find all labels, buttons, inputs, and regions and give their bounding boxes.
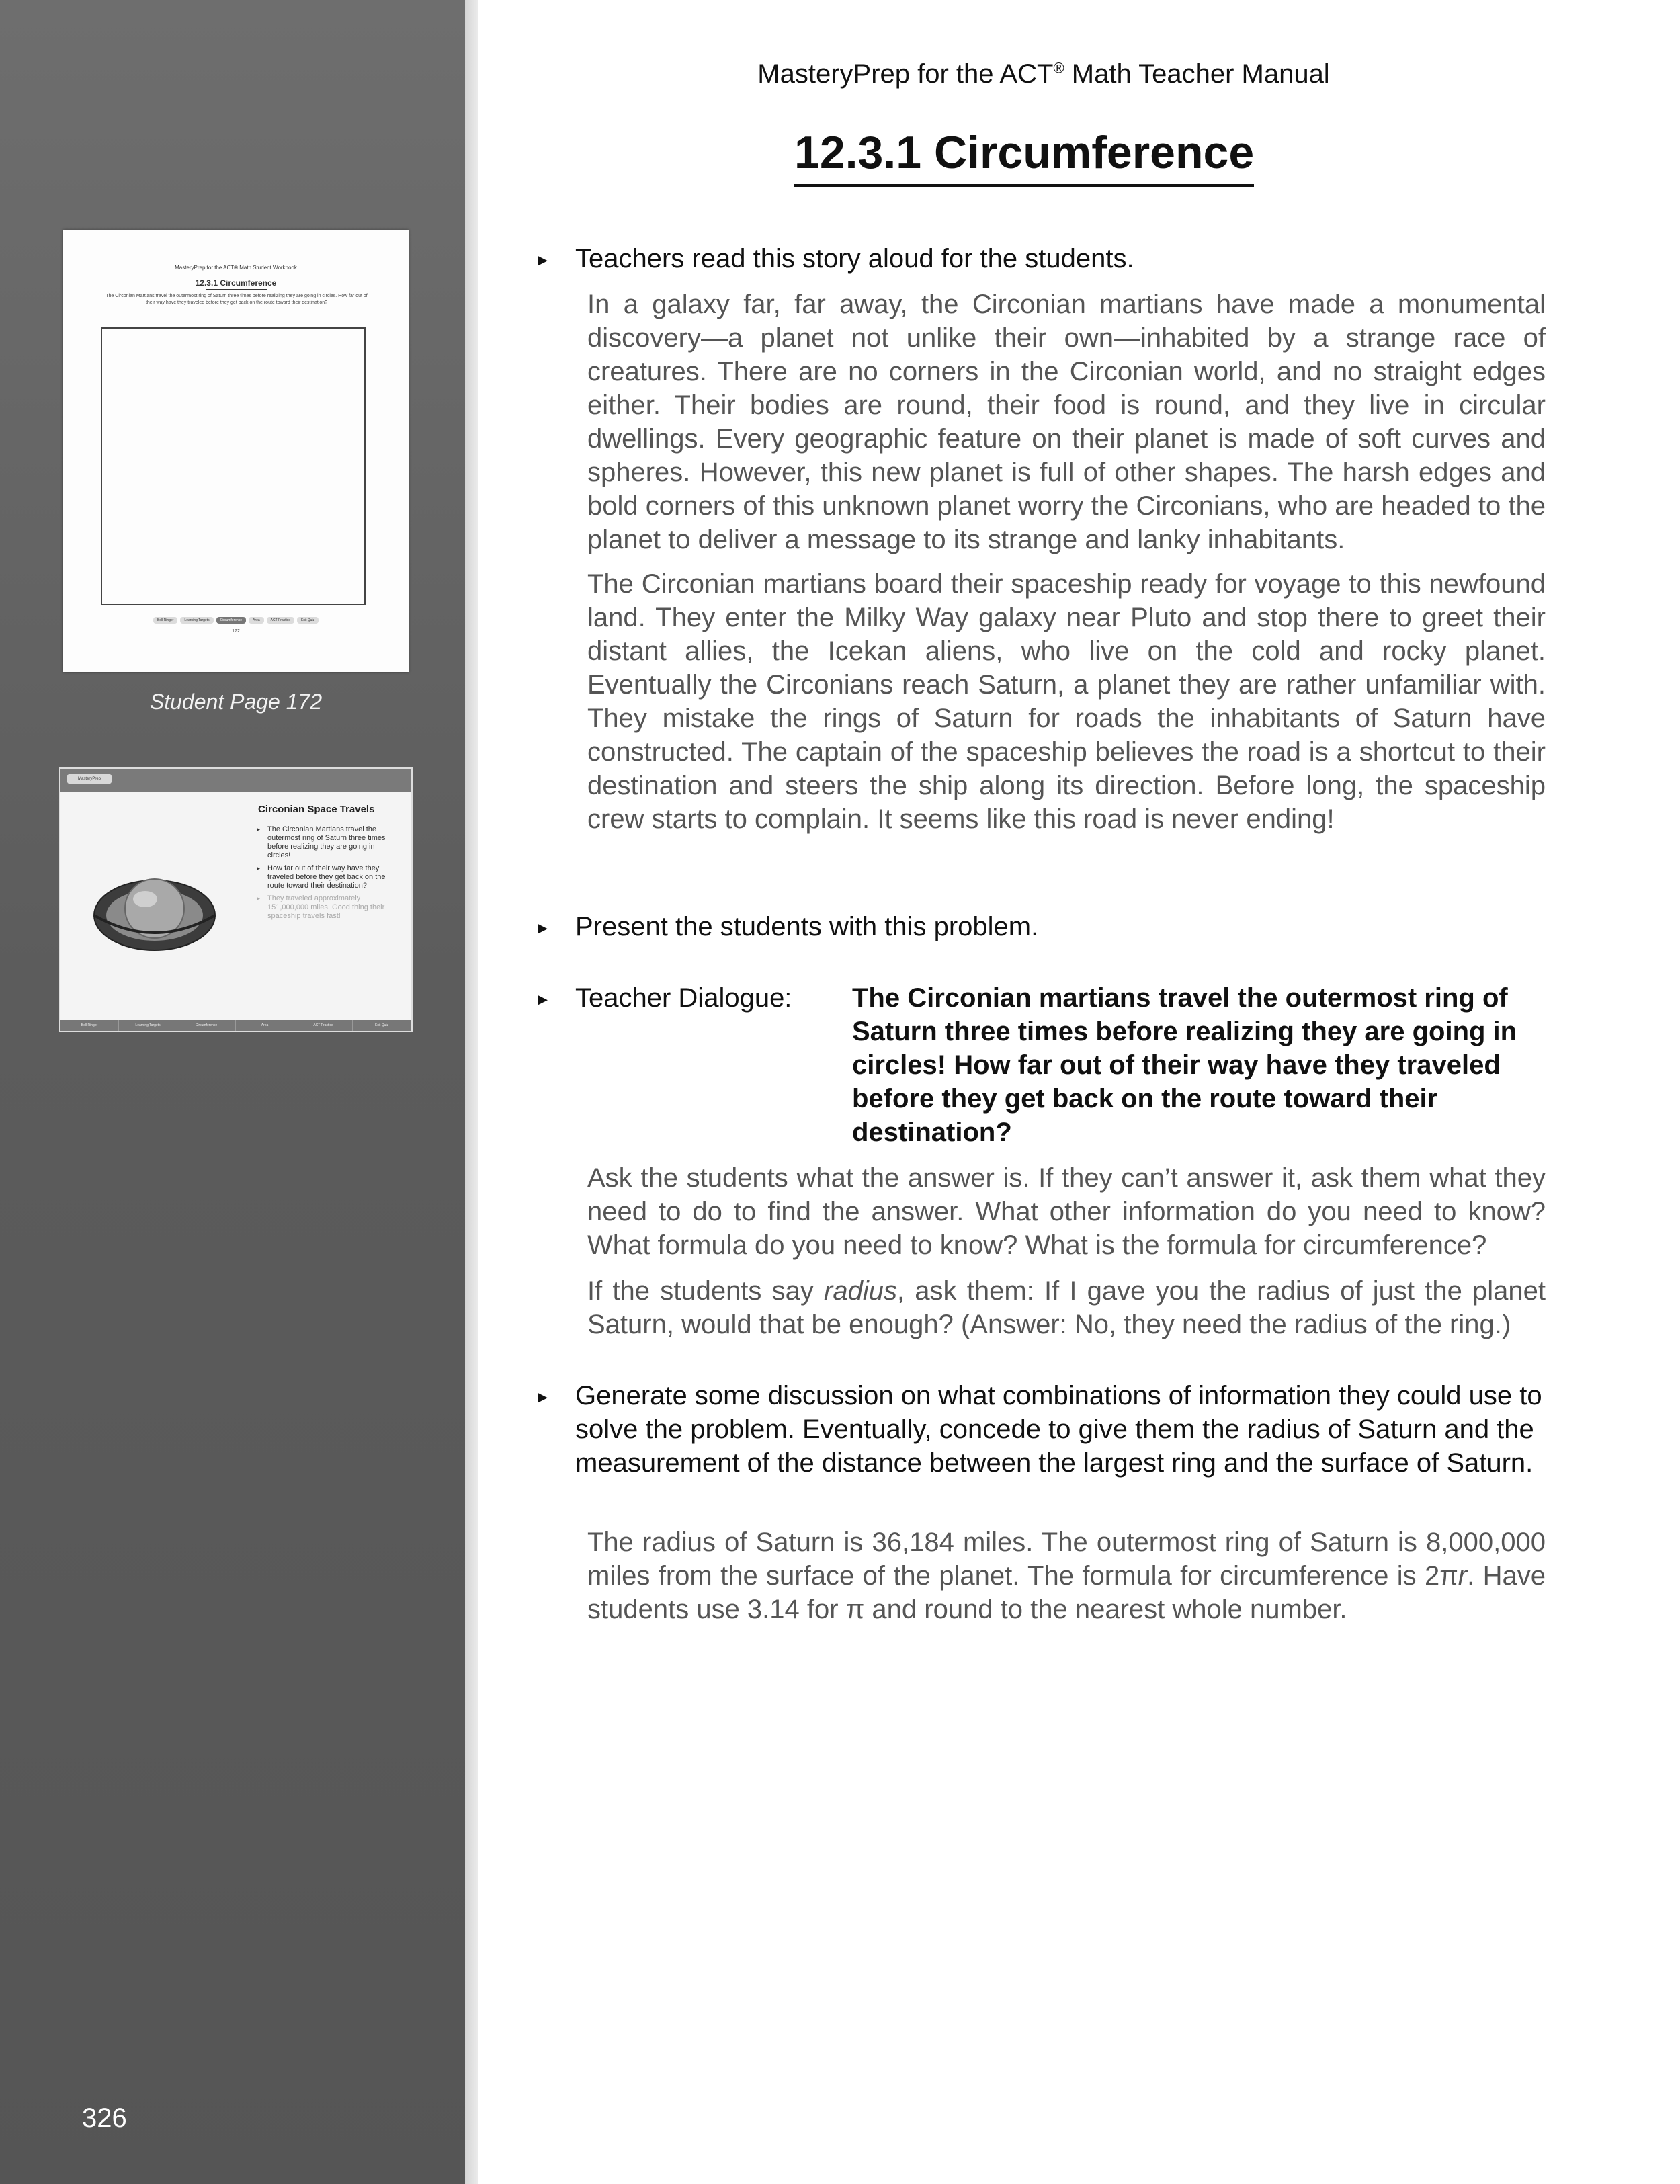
slide-footer-tabs [60,1020,411,1031]
student-page-tab-active: Circumference [216,617,247,624]
student-page-tab: Area [249,617,264,624]
slide-footer-tab: Exit Quiz [353,1020,411,1031]
bullet-arrow-icon: ▸ [538,988,548,1010]
slide-footer-tab: Circumference [177,1020,236,1031]
student-page-tab: Learning Targets [180,617,213,624]
saturn-facts-paragraph [587,1525,1546,1626]
slide-bullet: ▸ How far out of their way have they traveled before they get back on the route toward their destination? [255,864,398,890]
bullet-arrow-icon: ▸ [538,249,548,271]
slide-bullet-list [255,825,398,925]
slide-footer-tab: Area [236,1020,294,1031]
facts-text-after: . Have students use 3.14 for π and round to the nearest whole number. [587,1561,1546,1624]
facts-text-before: The radius of Saturn is 36,184 miles. The outermost ring of Saturn is 8,000,000 miles from the surface of the planet. The formula for circumference is 2π [587,1527,1546,1591]
running-head-text: MasteryPrep for the ACT [757,59,1054,89]
slide-footer-tab: Learning Targets [119,1020,177,1031]
story-paragraph-2: The Circonian martians board their spaceship ready for voyage to this newfound land. They enter the Milky Way galaxy near Pluto and stop there to greet their distant allies, the Icekan aliens, who live on the cold and rocky planet. Eventually the Circonians reach Saturn, a planet they are rather unfamiliar with. They mistake the rings of Saturn for roads the inhabitants of Saturn have constructed. The captain of the spaceship believes the road is a shortcut to their destination and steers the ship along its direction. Before long, the spaceship crew starts to complain. It seems like this road is never ending! [587,569,1546,834]
student-page-tab: ACT Practice [267,617,294,624]
student-page-title-rule [206,289,267,290]
bullet-arrow-icon: ▸ [538,1386,548,1408]
page-title: 12.3.1 Circumference [794,126,1254,187]
registered-mark: ® [1053,59,1064,77]
student-page-number: 172 [232,629,240,634]
ask-text-after: , ask them: If I gave you the radius of just the planet Saturn, would that be enough? (Answer: No, they need the radius of the ring.) [587,1276,1546,1339]
ask-text-emphasis: radius [824,1276,897,1306]
page-number: 326 [82,2103,127,2133]
slide-footer-tab: Bell Ringer [60,1020,119,1031]
running-head [478,59,1609,89]
slide-header-bar [60,769,411,792]
student-page-header: MasteryPrep for the ACT® Math Student Workbook [175,265,297,271]
teacher-dialogue-text: The Circonian martians travel the outermost ring of Saturn three times before realizing they are going in circles! How far out of their way have they traveled before they get back on the route toward their destination? [852,983,1517,1147]
bullet-text: Present the students with this problem. [575,912,1039,941]
student-page-tab: Exit Quiz [297,617,319,624]
slide-footer-tab: ACT Practice [294,1020,353,1031]
ask-paragraph-1: Ask the students what the answer is. If they can’t answer it, ask them what they need to do to find the answer. What other information do you need to know? What formula do you need to know? What is the formula for circumference? [587,1163,1546,1260]
slide-bullet: ▸ The Circonian Martians travel the outermost ring of Saturn three times before realizing they are going in circles! [255,825,398,860]
ask-text-before: If the students say [587,1276,825,1306]
student-page-tabs [63,617,409,624]
saturn-illustration [87,849,222,970]
student-page-tab: Bell Ringer [153,617,177,624]
slide-thumbnail [59,767,413,1032]
bullet-arrow-icon: ▸ [538,917,548,939]
facts-variable-r: r [1458,1561,1468,1591]
story-paragraph-1: In a galaxy far, far away, the Circonian martians have made a monumental discovery—a planet not unlike their own—inhabited by a strange race of creatures. There are no corners in the Circonian world, and no straight edges either. Their bodies are round, their food is round, and they live in circular dwellings. Every geographic feature on their planet is made of soft curves and spheres. However, this new planet is full of other shapes. The harsh edges and bold corners of this unknown planet worry the Circonians, who are headed to the planet to deliver a message to its strange and lanky inhabitants. [587,290,1546,554]
ask-paragraph-2 [587,1274,1546,1341]
running-head-text-rest: Math Teacher Manual [1064,59,1330,89]
sidebar-edge [465,0,478,2184]
slide-title: Circonian Space Travels [258,804,375,815]
slide-bullet-faded: ▸ They traveled approximately 151,000,000 miles. Good thing their spaceship travels fast! [255,894,398,921]
student-page-answer-box [101,327,366,605]
student-page-text: The Circonian Martians travel the outermost ring of Saturn three times before realizing they are going in circles. How far out of their way have they traveled before they get back on the route toward their destination? [106,294,368,305]
student-page-title: 12.3.1 Circumference [195,278,277,288]
student-page-caption: Student Page 172 [149,689,323,714]
bullet-text: Teachers read this story aloud for the students. [575,244,1134,274]
student-page-thumbnail [63,230,409,672]
discussion-bullet-text: Generate some discussion on what combinations of information they could use to solve the problem. Eventually, concede to give them the radius of Saturn and the measurement of the distance between the largest ring and the surface of Saturn. [575,1381,1542,1478]
slide-logo: MasteryPrep [67,774,112,784]
teacher-dialogue-label: Teacher Dialogue: [575,983,792,1013]
